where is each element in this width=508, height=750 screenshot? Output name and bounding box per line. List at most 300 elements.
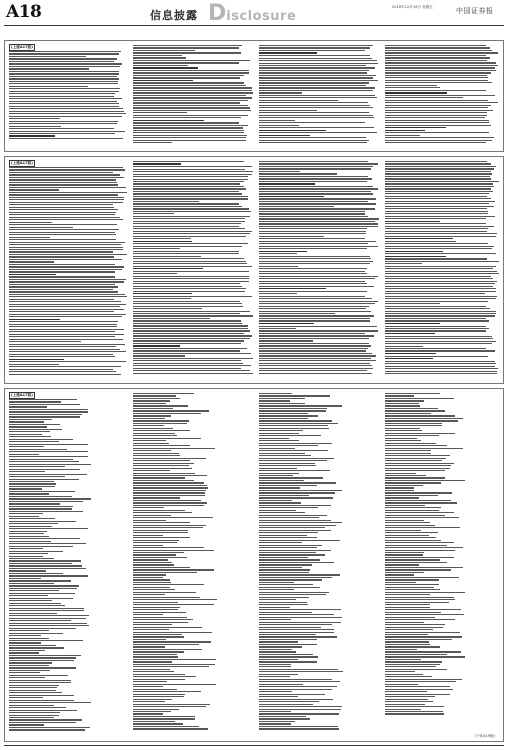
text-line (9, 81, 118, 82)
text-line (385, 328, 489, 329)
text-line (133, 636, 184, 637)
text-line (385, 550, 455, 551)
text-line (133, 166, 252, 167)
text-line (385, 532, 438, 533)
text-line (259, 293, 297, 294)
text-line (259, 423, 338, 424)
text-line (9, 299, 114, 300)
text-line (133, 228, 245, 229)
text-line (259, 102, 368, 103)
text-line (259, 584, 313, 585)
text-line (385, 65, 498, 66)
text-line (259, 713, 339, 714)
text-line (385, 356, 488, 357)
text-line (9, 359, 64, 360)
text-line (259, 619, 291, 620)
text-line (9, 464, 91, 465)
text-line (133, 243, 248, 244)
text-line (9, 274, 56, 275)
text-line (9, 194, 118, 195)
text-line (133, 557, 187, 558)
text-line (259, 343, 369, 344)
text-line (385, 433, 455, 434)
text-line (9, 481, 54, 482)
text-line (133, 599, 217, 600)
text-line (133, 226, 239, 227)
text-line (385, 163, 491, 164)
text-line (133, 522, 190, 523)
text-line (9, 642, 41, 643)
text-line (385, 85, 437, 86)
text-line (9, 224, 117, 225)
text-line (259, 679, 332, 680)
text-line (133, 721, 175, 722)
text-line (385, 572, 424, 573)
text-line (385, 47, 490, 48)
text-line (9, 276, 115, 277)
text-line (133, 75, 244, 76)
text-line (133, 480, 194, 481)
text-line (9, 286, 118, 287)
text-line (133, 125, 248, 126)
text-line (133, 90, 252, 91)
text-line (385, 500, 451, 501)
text-line (259, 728, 339, 729)
text-line (133, 415, 171, 416)
text-line (385, 183, 493, 184)
text-line (385, 604, 430, 605)
text-line (259, 699, 333, 700)
text-line (385, 281, 497, 282)
text-line (133, 564, 174, 565)
text-line (9, 212, 116, 213)
text-line (133, 542, 177, 543)
text-line (385, 72, 491, 73)
text-line (133, 602, 178, 603)
text-line (385, 60, 487, 61)
text-line (9, 187, 126, 188)
text-line (9, 657, 76, 658)
text-line (385, 283, 495, 284)
text-line (385, 435, 439, 436)
text-line (9, 623, 87, 624)
text-line (133, 592, 196, 593)
text-line (9, 199, 124, 200)
text-line (259, 313, 335, 314)
text-line (133, 102, 240, 103)
text-line (9, 126, 61, 127)
text-line (9, 296, 127, 297)
text-line (385, 592, 465, 593)
text-line (385, 659, 421, 660)
text-line (9, 111, 124, 112)
text-line (385, 649, 417, 650)
text-line (133, 669, 170, 670)
text-line (259, 487, 300, 488)
text-line (133, 323, 242, 324)
text-line (133, 238, 191, 239)
text-line (133, 373, 253, 374)
text-line (133, 646, 165, 647)
text-line (133, 671, 174, 672)
text-line (385, 323, 440, 324)
text-line (133, 699, 172, 700)
text-line (259, 455, 311, 456)
text-line (259, 497, 333, 498)
text-line (385, 520, 424, 521)
text-line (259, 115, 373, 116)
text-line (385, 253, 496, 254)
text-line (133, 107, 250, 108)
text-line (259, 723, 291, 724)
text-line (259, 564, 312, 565)
text-line (385, 236, 496, 237)
text-line (133, 723, 183, 724)
text-line (133, 497, 180, 498)
text-line (133, 97, 252, 98)
text-line (9, 88, 120, 89)
text-line (385, 530, 421, 531)
text-line (9, 672, 40, 673)
text-line (9, 197, 124, 198)
text-line (385, 293, 485, 294)
text-line (259, 592, 329, 593)
text-line (9, 316, 122, 317)
text-line (385, 547, 463, 548)
continued-label-3: (上接A17版) (11, 393, 33, 397)
text-line (9, 630, 49, 631)
text-line (133, 193, 242, 194)
text-line (259, 261, 373, 262)
text-line (133, 572, 197, 573)
text-line (259, 532, 318, 533)
text-line (9, 232, 115, 233)
text-line (9, 451, 88, 452)
text-line (259, 614, 334, 615)
text-line (133, 368, 241, 369)
text-line (133, 502, 207, 503)
text-line (259, 233, 366, 234)
text-line (259, 330, 378, 331)
text-line (259, 211, 365, 212)
text-line (385, 97, 463, 98)
text-line (259, 140, 369, 141)
text-line (133, 333, 244, 334)
text-line (385, 713, 444, 714)
text-line (259, 490, 342, 491)
text-line (385, 231, 487, 232)
text-line (9, 670, 50, 671)
text-line (9, 182, 117, 183)
text-line (259, 458, 334, 459)
text-line (259, 415, 318, 416)
text-line (9, 351, 126, 352)
text-line (133, 130, 244, 131)
text-line (259, 283, 367, 284)
text-column (259, 161, 379, 381)
text-line (259, 271, 365, 272)
text-line (259, 505, 331, 506)
text-line (259, 311, 371, 312)
text-line (385, 599, 455, 600)
text-line (133, 532, 188, 533)
text-line (259, 85, 366, 86)
text-line (259, 196, 324, 197)
text-line (385, 557, 454, 558)
text-line (133, 485, 207, 486)
text-line (385, 208, 487, 209)
text-line (259, 512, 305, 513)
text-line (9, 538, 80, 539)
text-line (9, 717, 54, 718)
text-line (133, 612, 186, 613)
text-line (133, 213, 174, 214)
text-line (385, 173, 492, 174)
text-line (259, 602, 307, 603)
text-line (133, 330, 250, 331)
text-line (133, 82, 244, 83)
text-line (9, 138, 123, 139)
text-line (385, 607, 430, 608)
text-line (9, 68, 89, 69)
text-line (9, 439, 73, 440)
text-line (9, 434, 42, 435)
text-line (9, 650, 45, 651)
text-line (259, 612, 312, 613)
text-line (9, 493, 49, 494)
text-line (385, 458, 446, 459)
text-line (259, 480, 304, 481)
text-line (385, 306, 486, 307)
text-line (133, 470, 170, 471)
text-line (259, 726, 338, 727)
text-line (259, 649, 292, 650)
text-line (133, 350, 240, 351)
text-line (9, 662, 52, 663)
text-line (259, 475, 293, 476)
text-line (385, 691, 427, 692)
text-line (9, 234, 116, 235)
text-line (259, 335, 374, 336)
text-line (259, 276, 378, 277)
text-line (9, 635, 41, 636)
text-line (9, 456, 88, 457)
section-title-cn: 信息披露 (150, 9, 198, 22)
text-line (259, 517, 319, 518)
text-line (259, 587, 320, 588)
text-line (385, 540, 441, 541)
text-line (9, 374, 121, 375)
text-line (9, 256, 114, 257)
text-line (259, 82, 369, 83)
text-line (9, 237, 50, 238)
text-line (385, 567, 463, 568)
text-line (259, 278, 375, 279)
text-line (259, 107, 373, 108)
text-line (385, 298, 496, 299)
text-line (259, 320, 370, 321)
text-line (9, 222, 52, 223)
text-line (9, 174, 120, 175)
text-line (259, 701, 319, 702)
text-line (9, 568, 86, 569)
text-line (9, 319, 60, 320)
text-line (385, 115, 487, 116)
text-line (9, 73, 119, 74)
text-line (385, 559, 440, 560)
text-column (259, 45, 379, 151)
text-line (9, 613, 57, 614)
text-line (385, 223, 486, 224)
text-line (385, 50, 492, 51)
text-line (259, 243, 368, 244)
text-line (133, 70, 249, 71)
text-line (385, 634, 428, 635)
text-line (259, 540, 340, 541)
text-line (9, 66, 120, 67)
text-line (259, 405, 342, 406)
text-line (9, 247, 123, 248)
text-line (133, 60, 250, 61)
text-line (385, 423, 442, 424)
text-line (9, 618, 86, 619)
text-line (259, 306, 369, 307)
text-line (385, 537, 436, 538)
text-line (9, 326, 117, 327)
text-line (9, 204, 113, 205)
text-line (259, 520, 331, 521)
text-line (9, 56, 86, 57)
text-line (259, 178, 372, 179)
text-line (385, 130, 425, 131)
text-line (9, 207, 114, 208)
text-line (259, 112, 369, 113)
text-line (385, 689, 453, 690)
text-line (133, 231, 252, 232)
text-line (133, 460, 190, 461)
text-line (9, 399, 77, 400)
text-line (133, 174, 252, 175)
text-line (385, 186, 494, 187)
text-line (133, 256, 201, 257)
text-line (259, 70, 369, 71)
text-line (259, 223, 378, 224)
text-line (133, 288, 246, 289)
text-line (133, 445, 190, 446)
text-line (259, 163, 378, 164)
text-line (259, 574, 340, 575)
text-column (133, 45, 253, 151)
text-line (9, 660, 74, 661)
text-line (9, 498, 91, 499)
text-line (133, 619, 193, 620)
text-line (133, 676, 196, 677)
text-line (259, 664, 291, 665)
text-line (133, 268, 203, 269)
text-line (133, 176, 248, 177)
text-line (133, 163, 181, 164)
text-line (9, 479, 79, 480)
text-line (133, 622, 188, 623)
text-line (9, 271, 115, 272)
text-line (9, 647, 64, 648)
text-line (133, 218, 245, 219)
list-column (259, 393, 379, 739)
text-line (9, 202, 123, 203)
text-line (9, 682, 71, 683)
text-line (9, 135, 55, 136)
text-line (385, 485, 423, 486)
text-line (9, 279, 126, 280)
text-line (9, 585, 79, 586)
text-line (9, 580, 71, 581)
text-line (133, 301, 240, 302)
text-line (133, 169, 245, 170)
text-line (133, 408, 173, 409)
text-line (133, 627, 202, 628)
text-line (133, 261, 246, 262)
text-line (385, 395, 414, 396)
text-line (259, 671, 343, 672)
text-line (259, 176, 368, 177)
text-line (259, 510, 296, 511)
text-line (385, 166, 496, 167)
text-line (259, 559, 320, 560)
text-line (385, 445, 447, 446)
text-line (9, 710, 77, 711)
text-line (133, 482, 204, 483)
text-line (385, 597, 454, 598)
text-line (9, 364, 59, 365)
text-line (385, 564, 419, 565)
text-line (133, 398, 180, 399)
text-line (9, 690, 56, 691)
text-line (385, 624, 445, 625)
text-line (385, 490, 414, 491)
text-line (259, 485, 317, 486)
text-line (133, 487, 208, 488)
text-line (9, 702, 91, 703)
text-line (385, 213, 488, 214)
text-line (385, 137, 494, 138)
text-line (259, 338, 369, 339)
text-line (9, 558, 54, 559)
text-line (133, 713, 163, 714)
text-line (259, 686, 337, 687)
text-line (9, 86, 88, 87)
text-line (9, 496, 72, 497)
text-line (9, 71, 119, 72)
text-line (133, 649, 202, 650)
text-line (259, 597, 309, 598)
text-line (259, 681, 340, 682)
text-line (385, 336, 492, 337)
text-line (133, 338, 250, 339)
text-line (385, 343, 492, 344)
text-line (259, 127, 374, 128)
text-line (385, 308, 490, 309)
text-line (259, 468, 297, 469)
text-line (385, 627, 443, 628)
text-line (259, 470, 330, 471)
text-line (9, 516, 39, 517)
text-line (385, 273, 499, 274)
text-line (385, 641, 429, 642)
text-line (385, 492, 452, 493)
text-line (385, 368, 498, 369)
text-line (133, 306, 243, 307)
text-line (133, 55, 182, 56)
